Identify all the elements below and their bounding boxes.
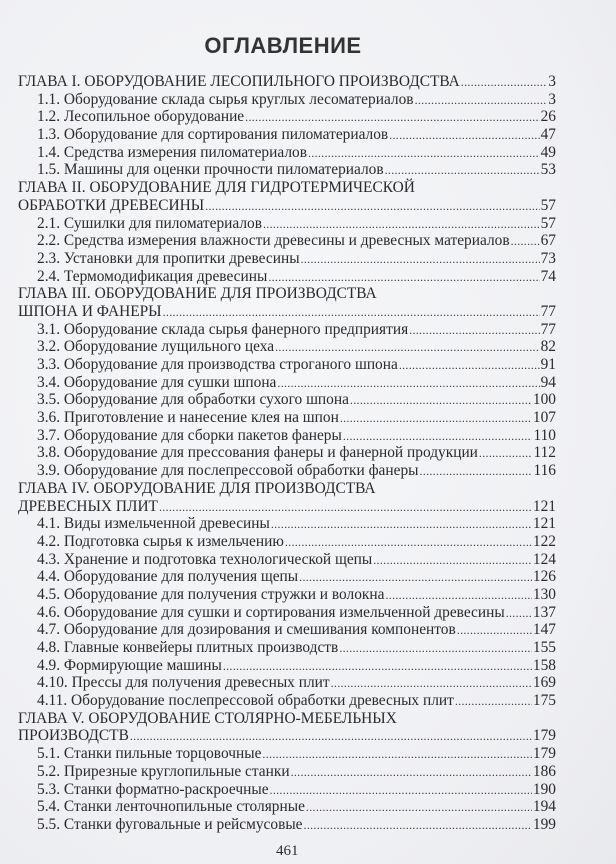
dot-leader [339,640,532,658]
toc-entry-page: 155 [532,639,556,656]
chapter-page-number: 3 [548,73,556,90]
toc-entry [18,427,556,445]
dot-leader [263,216,540,234]
toc-entry-page: 137 [532,603,556,621]
chapter-page-number: 179 [532,727,556,745]
chapter-page-number: 121 [532,497,556,515]
page-title: ОГЛАВЛЕНИЕ [204,33,362,58]
dot-leader [268,269,539,287]
toc-entry [18,816,556,834]
toc-entry-label: 3.2. Оборудование лущильного цеха [37,338,275,356]
chapter-title: ГЛАВА I. ОБОРУДОВАНИЕ ЛЕСОПИЛЬНОГО ПРОИЗВОДСТВА [18,73,460,90]
toc-entry [18,232,556,250]
toc-entry-label: 2.4. Термомодификация древесины [37,267,268,285]
dot-leader [163,304,540,322]
toc-entry [18,444,556,462]
toc-entry-label: 3.7. Оборудование для сборки пакетов фанеры [37,426,342,444]
chapter-page-number: 77 [540,302,556,320]
toc-entry-page: 91 [540,356,556,373]
toc-entry-page: 82 [540,338,556,356]
toc-entry [18,268,556,286]
toc-entry [18,108,556,126]
dot-leader [415,92,548,110]
toc-entry-label: 5.4. Станки ленточнопильные столярные [37,798,305,816]
chapter-heading-row [18,73,556,91]
toc-entry-label: 4.6. Оборудование для сушки и сортирования измельченной древесины [37,603,505,621]
toc-entry [18,692,556,710]
toc-entry-page: 3 [548,90,556,108]
toc-entry [18,215,556,233]
toc-entry [18,515,556,533]
dot-leader [262,746,531,764]
toc-entry-label: 5.2. Прирезные круглопильные станки [37,762,290,780]
toc-entry-page: 124 [532,550,556,568]
toc-entry-label: 3.9. Оборудование для послепрессовой обработки фанеры [37,462,419,480]
toc-entry-label: 1.2. Лесопильное оборудование [37,108,245,126]
dot-leader [343,428,533,446]
dot-leader [299,569,532,587]
toc-entry [18,657,556,675]
dot-leader [277,375,539,393]
toc-entry [18,91,556,109]
toc-entry-label: 4.4. Оборудование для получения щепы [37,568,299,586]
toc-entry [18,763,556,781]
chapter-heading-row [18,197,556,215]
toc-entry [18,462,556,480]
chapter-heading-row [18,480,556,498]
toc-entry [18,798,556,816]
chapter-heading-row [18,710,556,728]
toc-entry-page: 47 [540,126,556,144]
toc-entry-label: 3.1. Оборудование склада сырья фанерного предприятия [37,320,409,338]
toc-entry-label: 4.3. Хранение и подготовка технологической щепы [37,550,373,568]
chapter-heading-row [18,727,556,745]
toc-entry-page: 169 [532,674,556,692]
dot-leader [399,357,540,375]
dot-leader [223,658,532,676]
chapter-heading-row [18,179,556,197]
toc-entry-page: 122 [532,532,556,550]
dot-leader [461,74,548,92]
toc-entry [18,374,556,392]
toc-entry-page: 49 [540,143,556,161]
toc-entry [18,745,556,763]
toc-entry [18,250,556,268]
dot-leader [506,605,532,623]
toc-entry-page: 107 [532,409,556,427]
dot-leader [159,499,532,517]
toc-entry [18,161,556,179]
toc-entry-label: 1.4. Средства измерения пиломатериалов [37,143,307,161]
toc-entry [18,126,556,144]
dot-leader [304,817,532,835]
toc-entry [18,586,556,604]
toc-entry [18,409,556,427]
toc-entry [18,604,556,622]
toc-entry-label: 2.3. Установки для пропитки древесины [37,249,300,267]
dot-leader [271,516,532,534]
dot-leader [385,587,531,605]
toc-entry-page: 175 [532,692,556,710]
dot-leader [389,127,539,145]
toc-entry-label: 2.1. Сушилки для пиломатериалов [37,214,262,232]
dot-leader [409,322,539,340]
dot-leader [479,445,533,463]
chapter-title: ОБРАБОТКИ ДРЕВЕСИНЫ [18,196,205,214]
chapter-title: ГЛАВА IV. ОБОРУДОВАНИЕ ДЛЯ ПРОИЗВОДСТВА [18,479,376,497]
dot-leader [373,552,532,570]
dot-leader [275,339,539,357]
dot-leader [301,251,540,269]
toc-entry-label: 4.2. Подготовка сырья к измельчению [37,532,284,550]
dot-leader [331,675,532,693]
dot-leader [511,233,540,251]
toc-entry-page: 67 [540,232,556,250]
toc-entry [18,391,556,409]
toc-entry [18,533,556,551]
toc-entry-page: 53 [540,161,556,179]
dot-leader [308,145,540,163]
page-number: 461 [276,843,299,859]
chapter-heading-row [18,303,556,321]
toc-entry [18,781,556,799]
toc-entry-page: 130 [532,585,556,603]
dot-leader [385,162,540,180]
toc-entry-page: 194 [532,798,556,816]
toc-entry-page: 147 [532,621,556,639]
toc-entry-label: 4.5. Оборудование для получения стружки и волокна [37,585,385,603]
toc-entry-page: 179 [532,745,556,763]
toc-entry-label: 3.6. Приготовление и нанесение клея на шпон [37,409,339,427]
chapter-heading-row [18,285,556,303]
toc-entry-label: 4.10. Прессы для получения древесных плит [37,674,330,692]
toc-entry-page: 74 [540,267,556,285]
toc-entry-label: 3.8. Оборудование для прессования фанеры и фанерной продукции [37,444,478,462]
toc-entry-page: 116 [533,462,556,480]
toc-entry-page: 121 [532,515,556,533]
toc-entry [18,568,556,586]
toc-entry-label: 1.1. Оборудование склада сырья круглых лесоматериалов [37,90,414,108]
dot-leader [270,782,532,800]
toc-entry-label: 4.8. Главные конвейеры плитных производств [37,639,339,656]
dot-leader [457,622,532,640]
toc-entry [18,321,556,339]
dot-leader [350,392,532,410]
toc-entry-label: 3.4. Оборудование для сушки шпона [37,373,277,391]
toc-entry-page: 26 [540,108,556,126]
chapter-page-number: 57 [540,196,556,214]
toc-entry-label: 2.2. Средства измерения влажности древесины и древесных материалов [37,232,510,250]
chapter-title: ГЛАВА III. ОБОРУДОВАНИЕ ДЛЯ ПРОИЗВОДСТВА [18,285,377,303]
dot-leader [291,764,532,782]
dot-leader [285,534,532,552]
dot-leader [419,463,532,481]
toc-entry-page: 126 [532,568,556,586]
dot-leader [205,198,539,216]
toc-entry-label: 5.1. Станки пильные торцовочные [37,745,262,763]
toc-entry-label: 4.11. Оборудование послепрессовой обработки древесных плит [37,692,454,710]
toc-entry-page: 100 [532,391,556,409]
chapter-title: ГЛАВА V. ОБОРУДОВАНИЕ СТОЛЯРНО-МЕБЕЛЬНЫХ [18,709,397,727]
toc-entry-label: 3.5. Оборудование для обработки сухого шпона [37,391,349,409]
toc-entry [18,338,556,356]
toc-entry-page: 110 [533,426,556,444]
chapter-title: ПРОИЗВОДСТВ [18,727,129,745]
toc-entry-page: 112 [533,444,556,462]
toc-entry-page: 190 [532,780,556,798]
toc-entry [18,356,556,374]
toc-entry-page: 73 [540,249,556,267]
chapter-title: ДРЕВЕСНЫХ ПЛИТ [18,497,158,515]
toc-entry-label: 5.5. Станки фуговальные и рейсмусовые [37,815,303,833]
toc-entry [18,551,556,569]
toc-entry-label: 1.5. Машины для оценки прочности пиломатериалов [37,161,384,179]
toc-entry [18,621,556,639]
chapter-title: ГЛАВА II. ОБОРУДОВАНИЕ ДЛЯ ГИДРОТЕРМИЧЕСКОЙ [18,179,415,197]
dot-leader [306,799,532,817]
chapter-heading-row [18,498,556,516]
dot-leader [340,410,532,428]
dot-leader [130,728,532,746]
toc-entry-label: 4.1. Виды измельченной древесины [37,515,270,533]
toc-entry-page: 158 [532,656,556,674]
toc-entry-label: 4.7. Оборудование для дозирования и смешивания компонентов [37,621,456,639]
toc-entry [18,144,556,162]
toc-entry-page: 199 [532,815,556,833]
toc-entry-label: 5.3. Станки форматно-раскроечные [37,780,269,798]
toc-entry [18,674,556,692]
table-of-contents [18,73,556,834]
toc-entry-page: 57 [540,214,556,232]
toc-entry-page: 94 [540,373,556,391]
toc-entry-label: 4.9. Формирующие машины [37,656,222,674]
dot-leader [455,693,532,711]
toc-entry-page: 186 [532,762,556,780]
toc-entry-label: 3.3. Оборудование для производства строганого шпона [37,356,398,373]
toc-entry-label: 1.3. Оборудование для сортирования пиломатериалов [37,126,389,144]
toc-entry-page: 77 [540,320,556,338]
dot-leader [245,109,539,127]
toc-entry [18,639,556,657]
chapter-title: ШПОНА И ФАНЕРЫ [18,302,162,320]
